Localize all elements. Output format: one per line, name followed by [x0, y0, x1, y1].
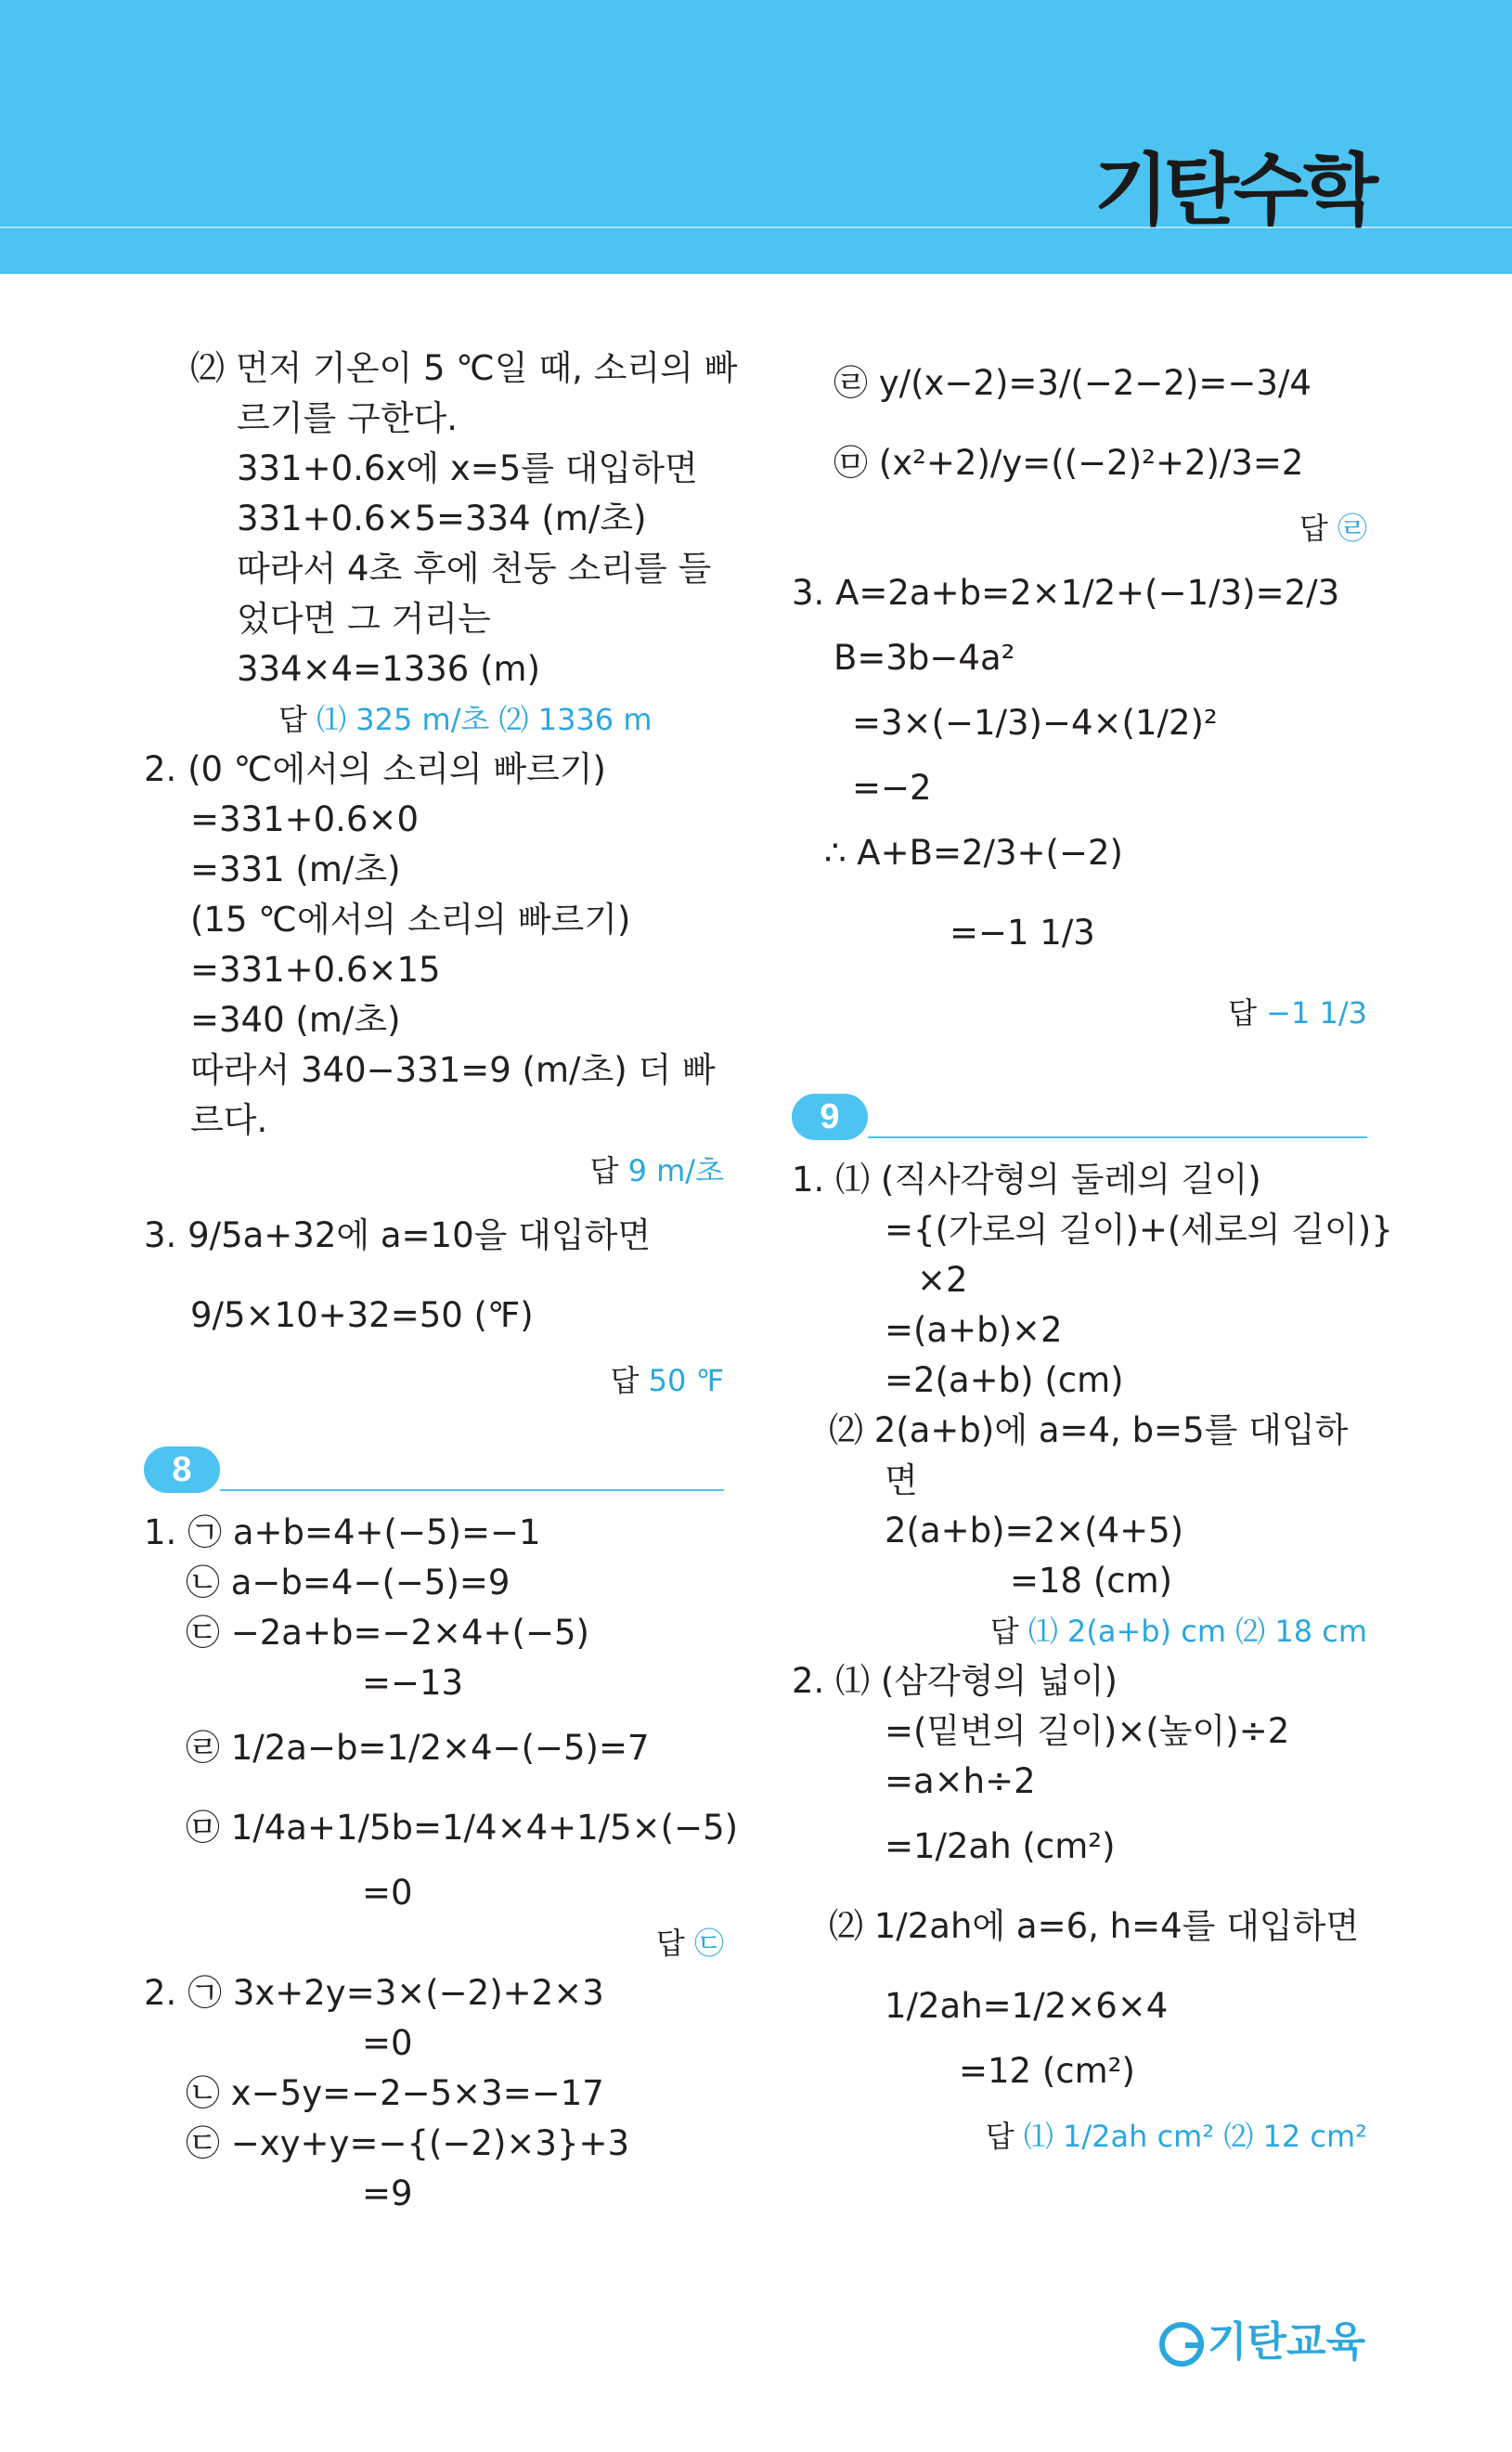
answer-line: [792, 1606, 1367, 1656]
text-line: 르다.: [190, 1100, 268, 1140]
text-line: 9/5×10+32=50 (℉): [190, 1295, 534, 1335]
section-badge: 9: [792, 1094, 868, 1140]
text-line: ⑵ 2(a+b)에 a=4, b=5를 대입하: [829, 1410, 1349, 1450]
answer-line: [144, 1356, 724, 1406]
problem-line: 2. (0 ℃에서의 소리의 빠르기): [144, 749, 606, 789]
answer-label: 답: [989, 1614, 1019, 1649]
text-line: ㉡ a−b=4−(−5)=9: [186, 1563, 510, 1602]
brand-logo: 기탄수학: [1093, 145, 1373, 236]
text-line: =331 (m/초): [190, 850, 401, 889]
text-line: =(a+b)×2: [885, 1310, 1063, 1350]
publisher-name: 기탄교육: [1207, 2318, 1365, 2366]
answer-value: −1 1/3: [1266, 995, 1367, 1031]
page-header: [0, 0, 1512, 274]
answer-value: ㉣: [1337, 511, 1367, 546]
text-line: ×2: [917, 1260, 968, 1300]
answer-value: ⑴ 1/2ah cm² ⑵ 12 cm²: [1023, 2119, 1367, 2154]
answer-label: 답: [1228, 995, 1257, 1031]
text-line: 1/2ah=1/2×6×4: [885, 1986, 1169, 2026]
text-line: 334×4=1336 (m): [237, 649, 541, 689]
problem-line: 2. ⑴ (삼각형의 넓이): [792, 1661, 1118, 1701]
text-line: =−2: [852, 768, 932, 808]
g-logo-icon: [1159, 2322, 1204, 2367]
text-line: ㉡ x−5y=−2−5×3=−17: [186, 2073, 604, 2113]
text-line: =2(a+b) (cm): [885, 1360, 1124, 1400]
text-line: 따라서 340−331=9 (m/초) 더 빠: [190, 1050, 716, 1090]
answer-line: [792, 503, 1367, 553]
text-line: 따라서 4초 후에 천둥 소리를 들: [237, 549, 712, 589]
text-line: ⑵ 먼저 기온이 5 ℃일 때, 소리의 빠: [190, 348, 738, 388]
text-line: B=3b−4a²: [834, 638, 1015, 678]
section-header: [792, 1088, 1367, 1146]
answer-line: [144, 694, 724, 745]
answer-label: 답: [1299, 511, 1328, 546]
answer-value: 50 ℉: [648, 1363, 724, 1398]
right-column: [792, 344, 1393, 2176]
text-line: ㉣ y/(x−2)=3/(−2−2)=−3/4: [834, 363, 1312, 403]
answer-label: 답: [610, 1363, 640, 1398]
text-line: =340 (m/초): [190, 1000, 401, 1040]
text-line: ㉢ −2a+b=−2×4+(−5): [186, 1613, 589, 1653]
problem-line: 3. A=2a+b=2×1/2+(−1/3)=2/3: [792, 573, 1340, 613]
text-line: =a×h÷2: [885, 1761, 1036, 1801]
text-line: =1/2ah (cm²): [885, 1826, 1116, 1866]
answer-value: ⑴ 2(a+b) cm ⑵ 18 cm: [1027, 1614, 1367, 1649]
answer-label: 답: [278, 702, 307, 737]
problem-line: 3. 9/5a+32에 a=10을 대입하면: [144, 1215, 652, 1255]
text-line: =−1 1/3: [950, 913, 1095, 953]
text-line: =9: [362, 2173, 413, 2213]
text-line: 르기를 구한다.: [237, 398, 458, 438]
answer-line: [144, 1146, 724, 1196]
section-divider: [868, 1136, 1367, 1138]
text-line: =−13: [362, 1663, 464, 1703]
text-line: ㉤ (x²+2)/y=((−2)²+2)/3=2: [834, 443, 1304, 483]
answer-label: 답: [655, 1926, 685, 1961]
problem-line: 1. ㉠ a+b=4+(−5)=−1: [144, 1512, 541, 1552]
answer-value: 9 m/초: [627, 1153, 724, 1188]
text-line: =0: [362, 1873, 413, 1913]
text-line: =331+0.6×0: [190, 799, 420, 839]
answer-line: [792, 973, 1367, 1053]
text-line: (15 ℃에서의 소리의 빠르기): [190, 900, 631, 940]
text-line: =(밑변의 길이)×(높이)÷2: [885, 1711, 1290, 1751]
section-header: [144, 1441, 724, 1498]
text-line: ⑵ 1/2ah에 a=6, h=4를 대입하면: [829, 1906, 1360, 1946]
publisher-logo: [1159, 2308, 1365, 2368]
text-line: =18 (cm): [1010, 1561, 1173, 1601]
answer-label: 답: [589, 1153, 619, 1188]
section-divider: [220, 1489, 724, 1491]
text-line: 면: [885, 1460, 918, 1500]
text-line: 2(a+b)=2×(4+5): [885, 1511, 1184, 1550]
answer-label: 답: [985, 2119, 1014, 2154]
text-line: 331+0.6×5=334 (m/초): [237, 499, 647, 538]
text-line: 331+0.6x에 x=5를 대입하면: [237, 448, 698, 488]
text-line: ㉤ 1/4a+1/5b=1/4×4+1/5×(−5): [186, 1808, 739, 1848]
text-line: ㉢ −xy+y=−{(−2)×3}+3: [186, 2123, 630, 2163]
text-line: =331+0.6×15: [190, 950, 441, 990]
text-line: =3×(−1/3)−4×(1/2)²: [852, 703, 1218, 743]
answer-line: [144, 1918, 724, 1968]
section-badge: 8: [144, 1447, 220, 1493]
answer-value: ㉢: [693, 1926, 724, 1961]
left-column: [144, 344, 739, 2219]
text-line: ㉣ 1/2a−b=1/2×4−(−5)=7: [186, 1728, 650, 1768]
text-line: =0: [362, 2023, 413, 2063]
text-line: =12 (cm²): [959, 2051, 1135, 2091]
problem-line: 1. ⑴ (직사각형의 둘레의 길이): [792, 1160, 1261, 1200]
problem-line: 2. ㉠ 3x+2y=3×(−2)+2×3: [144, 1973, 604, 2013]
answer-line: [792, 2096, 1367, 2176]
answer-value: ⑴ 325 m/초 ⑵ 1336 m: [317, 702, 653, 737]
text-line: ∴ A+B=2/3+(−2): [824, 833, 1123, 873]
text-line: ={(가로의 길이)+(세로의 길이)}: [885, 1210, 1393, 1250]
text-line: 었다면 그 거리는: [237, 599, 491, 639]
